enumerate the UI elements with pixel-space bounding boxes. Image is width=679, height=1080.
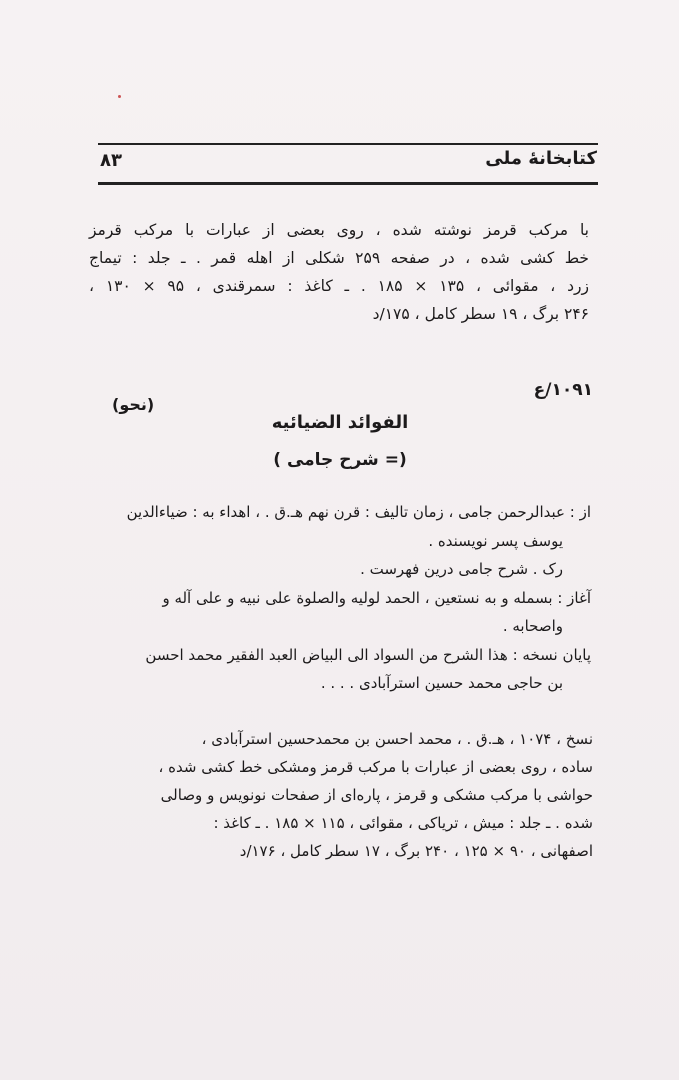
explicit-line: پایان نسخه : هذا الشرح من السواد الی البیاض العبد الفقیر محمد احسن xyxy=(145,645,591,664)
explicit-line-continued: بن حاجی محمد حسین استرآبادی . . . . xyxy=(320,674,563,692)
continuation-line: با مرکب قرمز نوشته شده ، روی بعضی از عبارات با مرکب قرمز xyxy=(89,221,589,239)
see-also-line: رک . شرح جامی درین فهرست . xyxy=(360,560,563,578)
incipit-line-continued: واصحابه . xyxy=(502,617,563,635)
author-line: از : عبدالرحمن جامی ، زمان تالیف : قرن نهم هـ.ق . ، اهداء به : ضیاءالدین xyxy=(126,503,591,521)
continuation-paragraph xyxy=(89,216,589,328)
copy-description xyxy=(113,725,593,865)
record-title: الفوائد الضیائیه xyxy=(271,412,409,433)
continuation-line: خط کشی شده ، در صفحه ۲۵۹ شکلی از اهله قمر . ـ جلد : تیماج xyxy=(89,249,590,267)
header-rule-top xyxy=(98,143,598,145)
author-line-continued: یوسف پسر نویسنده . xyxy=(428,531,563,550)
record-subject: (نحو) xyxy=(112,395,155,414)
record-id: ۱۰۹۱/ع xyxy=(533,380,593,400)
ink-speck xyxy=(118,95,121,98)
header-rule-bottom xyxy=(98,182,598,185)
continuation-line: ۲۴۶ برگ ، ۱۹ سطر کامل ، ۱۷۵/د xyxy=(372,305,589,323)
page-number: ۸۳ xyxy=(100,150,122,171)
copy-description-line: اصفهانی ، ۹۰ × ۱۲۵ ، ۲۴۰ برگ ، ۱۷ سطر کامل ، ۱۷۶/د xyxy=(239,842,593,860)
incipit-line: آغاز : بسمله و به نستعین ، الحمد لولیه والصلوة علی نبیه و علی آله و xyxy=(162,588,591,607)
record-entries xyxy=(91,498,591,698)
copy-description-line: حواشی با مرکب مشکی و قرمز ، پاره‌ای از صفحات نونویس و وصالی xyxy=(160,786,593,804)
header-title: کتابخانهٔ ملی xyxy=(485,148,597,169)
copy-description-line: نسخ ، ۱۰۷۴ ، هـ.ق . ، محمد احسن بن محمدحسین استرآبادی ، xyxy=(201,730,593,748)
continuation-line: زرد ، مقوائی ، ۱۳۵ × ۱۸۵ . ـ کاغذ : سمرقندی ، ۹۵ × ۱۳۰ ، xyxy=(89,277,589,295)
copy-description-line: شده . ـ جلد : میش ، تریاکی ، مقوائی ، ۱۱۵ × ۱۸۵ . ـ کاغذ : xyxy=(213,814,593,832)
copy-description-line: ساده ، روی بعضی از عبارات با مرکب قرمز ومشکی خط کشی شده ، xyxy=(158,758,593,776)
record-subtitle: (= شرح جامی ) xyxy=(273,450,407,470)
